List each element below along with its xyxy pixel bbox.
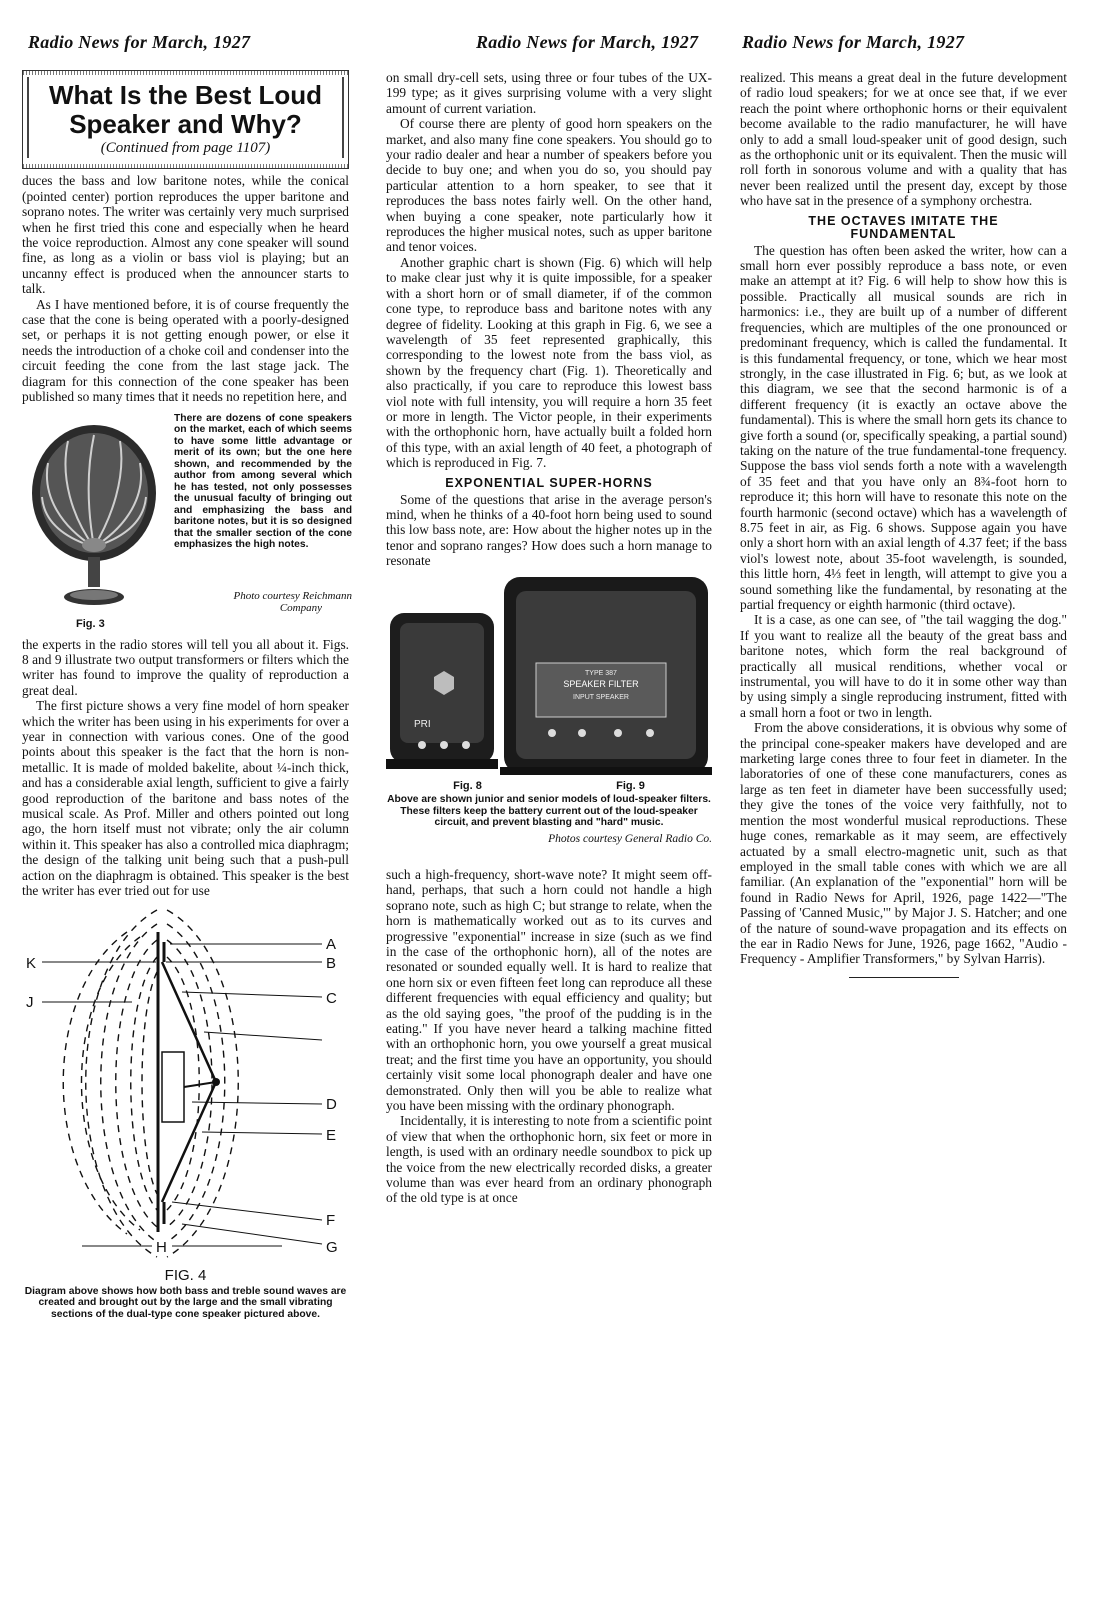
col1-paragraph-3: the experts in the radio stores will tell you all about it. Figs. 8 and 9 illustrate two output transformers or filters which the writer has found to improve the quality of reproduction a great deal. [22,636,349,698]
col2-paragraph-3: Another graphic chart is shown (Fig. 6) which will help to make clear just why it is quite impossible, for a speaker with a short horn or of small diameter, if of the common cone type, to reproduce bass and baritone notes with any degree of fidelity. Looking at this graph in Fig. 6, we see a wavelength of 35 feet represented graphically, this corresponding to the lowest note from the bass viol, as shown by the frequency chart (Fig. 1). Theoretically and also practically, if you care to reproduce this lowest bass viol note with full intensity, you will require a horn 35 feet or more in length. The Victor people, in their experiments with the orthophonic horn, have actually built a folded horn of this type, with an axial length of 40 feet, a photograph of which is reproduced in Fig. 7. [386,254,712,471]
fig-4-label-c: C [326,990,337,1008]
col3-paragraph-1: realized. This means a great deal in the future development of radio loud speakers; for we at once see that, if we ever reach the point where orthophonic horns or their equivalent become available to the radio manufacturer, he will have only to add a small loud-speaker unit of good design, such as the orthophonic unit or its equivalent. Then the music will roll forth in sonorous volume and with a quality that has never been realized until the present day, except by those who have sat in the presence of a symphony orchestra. [740,70,1067,209]
fig-4-label-b: B [326,955,337,973]
col2-paragraph-2: Of course there are plenty of good horn speakers on the market, and also many fine cone speakers. You should go to your radio dealer and hear a number of speakers before you decide to buy one; and when you do so, you should pay particular attention to a horn speaker, to see that it reproduces the bass notes fairly well. On the other hand, when buying a cone speaker, note particularly how it reproduces the higher musical notes, such as upper baritone and tenor voices. [386,116,712,255]
fig-4-label-k: K [26,955,37,973]
article-title-line-1: What Is the Best Loud [49,80,322,110]
fig-3-credit-line-2: Company [279,601,322,614]
fig-8-label: Fig. 8 [453,779,482,792]
figures-8-9 [386,577,712,785]
filters-caption: Above are shown junior and senior models of loud-speaker filters. These filters keep the battery current out of the loud-speaker circuit, and prevent blasting and "hard" music. [387,794,711,828]
fig-4-label-f: F [326,1212,336,1230]
article-title-box [22,70,349,169]
col3-paragraph-3: It is a case, as one can see, of "the tail wagging the dog." If you want to realize all the beauty of the great bass and baritone notes, which form the real background of practically all musical renditions, whether vocal or instrumental, you will have to do it in some other way than by using simply a single reproducing instrument, fitted with a small horn a foot or two in length. [740,612,1067,720]
fig-3-credit [192,590,352,614]
article-end-rule [849,977,959,978]
fig-4-diagram [22,902,349,1272]
col2-paragraph-5: such a high-frequency, short-wave note? It might seem off-hand, perhaps, that such a horn could not handle a high soprano note, such as high C; but strange to relate, when the horn is mathematically worked out as to its curves and progressive "exponential" increase in size (such as we find in the case of the orthophonic horn), all of the notes are resonated or sounded equally well. It is hard to realize that one horn six or even fifteen feet long can reproduce all these different frequencies with equal efficiency and quality; but as the old saying goes, "the proof of the pudding is in the eating." If you have never heard a talking machine fitted with an orthophonic horn, you owe yourself a great musical treat; and the first time you have an opportunity, you should certainly visit some local phonograph dealer and have one demonstrated. Only then will you be able to realize what you have been missing with the ordinary phonograph. [386,866,712,1113]
fig-4-label-h: H [156,1239,167,1257]
col1-paragraph-4: The first picture shows a very fine model of horn speaker which the writer has been using in his experiments for over a year in connection with various cones. One of the good points about this speaker is the fact that the horn is non-metallic. It is made of molded bakelite, about ¼-inch thick, and has a considerable axial length, sufficient to give a fairly good reproduction of the baritone and bass notes of the musical scale. As Prof. Miller and others pointed out long ago, the horn itself must not vibrate; only the air column within it. This speaker has also a controlled mica diaphragm; the design of the talking unit being such that a push-pull action on the diaphragm is obtained. This speaker is the best the writer has ever tried out for use [22,698,349,898]
heading-exponential-super-horns: EXPONENTIAL SUPER-HORNS [445,475,653,490]
fig-4-title: FIG. 4 [164,1267,207,1285]
col2-paragraph-4: Some of the questions that arise in the average person's mind, when he thinks of a 40-foot horn being used to sound this low bass note, are: How about the higher notes up in the tenor and soprano ranges? How does such a horn manage to resonate [386,491,712,569]
figure-3 [22,412,352,631]
fig-4-label-e: E [326,1127,337,1145]
fig-3-credit-line-1: Photo courtesy Reichmann [233,589,352,602]
filter-plate-terminals: INPUT SPEAKER [573,693,629,701]
filter-pri-label: PRI [414,718,431,730]
fig-3-caption: There are dozens of cone speakers on the market, each of which seems to have some little advantage or merit of its own; but the one here shown, and recommended by the author from among several which he has tested, not only possesses the unusual faculty of bringing out and emphasizing the bass and baritone notes, but it is so designed that the smaller section of the cone emphasizes the high notes. [174,412,352,550]
fig-4-label-g: G [326,1239,338,1257]
continued-from-note: (Continued from page 1107) [100,140,271,156]
col3-paragraph-2: The question has often been asked the writer, how can a small horn ever possibly reproduce a bass note, or even make an attempt at it? Fig. 6 will help to show how this is possible. Practically all musical sounds are rich in harmonics: i.e., they are built up of a number of different frequencies, which are multiples of the one pronounced or predominant frequency, which is called the fundamental. It is this fundamental frequency, or tone, which we hear most strongly, in the case illustrated in Fig. 6; but, as we look at this diagram, we see that the second harmonic is of a different frequency (it is exactly an octave above the fundamental). This is where the small horn gets its chance to give forth a sound (or, specifically speaking, a partial sound) taking on the nature of the true fundamental-tone frequency. Suppose the bass viol sends forth a note with a wavelength of 35 feet and that you have only an 8¾-foot horn to reproduce it; this horn will have to resonate this note on the fourth harmonic (second octave) which has a wavelength of 8.75 feet in air, as Fig. 6 shows. Suppose again you have only a short horn with an axial length of 4.37 feet; if the bass viol's lowest note, about 35-foot wavelength, is sounded, this little horn, 4⅓ feet in length, will attempt to give you a sound something like the fundamental, by resonating at the partial frequency or eighth harmonic (third octave). [740,242,1067,612]
fig-4-label-j: J [26,994,34,1012]
col2-paragraph-1: on small dry-cell sets, using three or four tubes of the UX-199 type; as it gives surprising volume with a very slight amount of current variation. [386,70,712,116]
fig-3-label: Fig. 3 [76,617,105,630]
column-3 [740,70,1067,978]
filter-plate-type: TYPE 387 [585,669,617,677]
article-title-line-2: Speaker and Why? [69,109,302,139]
column-2 [386,70,712,1206]
cone-speaker-illustration [22,417,172,617]
filters-credit: Photos courtesy General Radio Co. [548,832,712,845]
heading-octaves-imitate-fundamental: THE OCTAVES IMITATE THE FUNDAMENTAL [808,213,999,241]
filter-plate-name: SPEAKER FILTER [563,678,639,689]
col1-paragraph-2: As I have mentioned before, it is of course frequently the case that the cone is being operated with a poorly-designed set, or perhaps it is not getting enough power, or else it needs the introduction of a choke coil and condenser into the circuit feeding the cone from the last stage jack. The diagram for this connection of the cone speaker has been published so many times that it needs no repetition here, and [22,296,349,405]
col3-paragraph-4: From the above considerations, it is obvious why some of the principal cone-speaker makers have developed and are marketing large cones three to four feet in diameter. In the laboratories of one of these cone manufacturers, cones as large as ten feet in diameter have been successfully used; they give the tones of the voice very faithfully, not to mention the most wonderful musical reproductions. These huge cones, remarkable as it may seem, are effectively actuated by a small electro-magnetic unit, such as that employed in the small table cones with which we are all familiar. (An explanation of the "exponential" horn will be found in Radio News for April, 1926, page 1422—"The Passing of 'Canned Music,'" by Major J. S. Hatcher; and one of the nature of sound-wave propagation and its effects on the ear in Radio News for June, 1926, page 1662, "Audio - Frequency - Amplifier Transformers," by Sylvan Harris). [740,720,1067,967]
fig-4-caption: Diagram above shows how both bass and treble sound waves are created and brought out by the large and the small vibrating sections of the dual-type cone speaker pictured above. [24,1285,347,1320]
col1-paragraph-1: duces the bass and low baritone notes, while the conical (pointed center) portion reproduces the upper baritone and soprano notes. The writer was certainly very much surprised when he first tried this cone and especially when he heard the voice reproduction. Almost any cone speaker will sound fine, as long as a violin or bass viol is playing; but an uncanny effect is produced when the announcer starts to talk. [22,173,349,297]
column-1 [22,70,352,1320]
speaker-filters-photo [386,577,712,777]
running-header-right: Radio News for March, 1927 [742,32,965,52]
fig-9-label: Fig. 9 [616,779,645,792]
fig-4-label-a: A [326,936,337,954]
fig-4-label-d: D [326,1096,337,1114]
running-header-center: Radio News for March, 1927 [476,32,699,52]
col2-paragraph-6: Incidentally, it is interesting to note from a scientific point of view that when the orthophonic horn, six feet or more in length, is used with an ordinary needle soundbox to pick up the voice from the new electrically recorded disks, a greater volume than was ever heard from an ordinary phonograph of the old type is at once [386,1113,712,1206]
running-header-left: Radio News for March, 1927 [28,32,251,52]
